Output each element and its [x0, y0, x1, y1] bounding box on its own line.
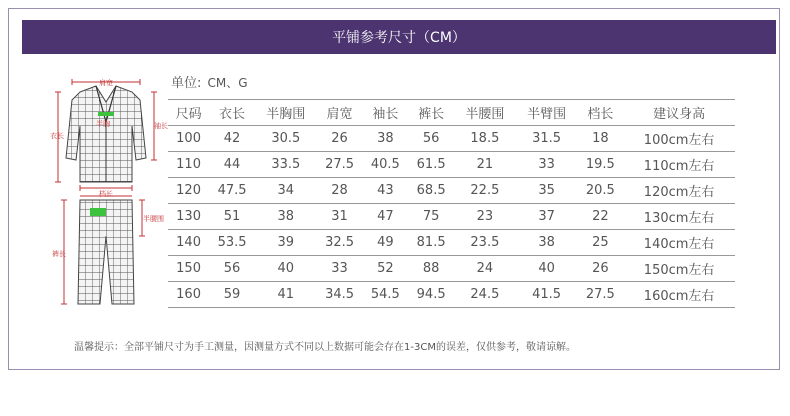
table-cell: 34.5 [317, 282, 363, 308]
suit-measurement-illustration [50, 76, 168, 314]
table-cell: 81.5 [408, 230, 454, 256]
table-row [168, 204, 735, 230]
table-cell: 41 [255, 282, 317, 308]
table-cell: 40.5 [362, 152, 408, 178]
table-cell: 27.5 [317, 152, 363, 178]
header-title: 平铺参考尺寸（CM） [332, 30, 466, 46]
table-row [168, 178, 735, 204]
table-cell: 39 [255, 230, 317, 256]
table-cell: 33 [317, 256, 363, 282]
label-pant-length: 裤长 [52, 250, 66, 258]
table-cell: 44 [209, 152, 255, 178]
table-cell: 40 [516, 256, 578, 282]
table-cell: 37 [516, 204, 578, 230]
table-cell: 18.5 [454, 126, 516, 152]
table-cell: 100 [168, 126, 209, 152]
size-table [168, 99, 735, 308]
table-cell: 54.5 [362, 282, 408, 308]
table-cell: 150 [168, 256, 209, 282]
table-cell: 22 [577, 204, 623, 230]
table-cell: 43 [362, 178, 408, 204]
column-header: 建议身高 [623, 100, 735, 126]
table-cell: 130cm左右 [623, 204, 735, 230]
table-cell: 47 [362, 204, 408, 230]
table-cell: 61.5 [408, 152, 454, 178]
table-cell: 110cm左右 [623, 152, 735, 178]
table-cell: 59 [209, 282, 255, 308]
trousers-figure [78, 200, 134, 304]
table-cell: 51 [209, 204, 255, 230]
table-row [168, 126, 735, 152]
label-sleeve: 袖长 [154, 122, 168, 130]
table-cell: 110 [168, 152, 209, 178]
table-cell: 120 [168, 178, 209, 204]
column-header: 肩宽 [317, 100, 363, 126]
table-cell: 40 [255, 256, 317, 282]
table-cell: 41.5 [516, 282, 578, 308]
table-cell: 38 [516, 230, 578, 256]
table-cell: 20.5 [577, 178, 623, 204]
table-row [168, 282, 735, 308]
table-cell: 33.5 [255, 152, 317, 178]
table-cell: 33 [516, 152, 578, 178]
column-header: 半臂围 [516, 100, 578, 126]
table-cell: 160cm左右 [623, 282, 735, 308]
table-cell: 25 [577, 230, 623, 256]
table-cell: 52 [362, 256, 408, 282]
table-body [168, 126, 735, 308]
label-hem: 档长 [99, 190, 113, 198]
label-bust: 半胸 [96, 120, 110, 128]
table-cell: 140cm左右 [623, 230, 735, 256]
table-cell: 27.5 [577, 282, 623, 308]
column-header: 尺码 [168, 100, 209, 126]
table-cell: 150cm左右 [623, 256, 735, 282]
table-cell: 140 [168, 230, 209, 256]
table-cell: 120cm左右 [623, 178, 735, 204]
table-cell: 22.5 [454, 178, 516, 204]
table-header-row [168, 100, 735, 126]
table-cell: 38 [255, 204, 317, 230]
table-cell: 26 [317, 126, 363, 152]
jacket-figure [66, 86, 146, 182]
table-cell: 26 [577, 256, 623, 282]
label-length: 衣长 [50, 132, 64, 140]
table-row [168, 230, 735, 256]
table-cell: 68.5 [408, 178, 454, 204]
table-cell: 21 [454, 152, 516, 178]
unit-label: 单位: [171, 76, 202, 91]
table-cell: 32.5 [317, 230, 363, 256]
table-cell: 24.5 [454, 282, 516, 308]
table-cell: 75 [408, 204, 454, 230]
table-row [168, 152, 735, 178]
table-cell: 24 [454, 256, 516, 282]
measurement-note: 温馨提示：全部平铺尺寸为手工测量，因测量方式不同以上数据可能会存在1-3CM的误差，仅供参考，敬请谅解。 [74, 342, 576, 353]
column-header: 半腰围 [454, 100, 516, 126]
column-header: 半胸围 [255, 100, 317, 126]
column-header: 袖长 [362, 100, 408, 126]
table-cell: 31 [317, 204, 363, 230]
table-cell: 100cm左右 [623, 126, 735, 152]
table-cell: 30.5 [255, 126, 317, 152]
table-cell: 18 [577, 126, 623, 152]
table-cell: 38 [362, 126, 408, 152]
unit-line [171, 72, 248, 91]
table-cell: 31.5 [516, 126, 578, 152]
table-cell: 34 [255, 178, 317, 204]
table-cell: 28 [317, 178, 363, 204]
table-cell: 47.5 [209, 178, 255, 204]
table-cell: 19.5 [577, 152, 623, 178]
table-row [168, 256, 735, 282]
column-header: 裤长 [408, 100, 454, 126]
table-cell: 56 [209, 256, 255, 282]
table-cell: 23 [454, 204, 516, 230]
table-cell: 160 [168, 282, 209, 308]
header-bar [22, 20, 776, 54]
table-cell: 42 [209, 126, 255, 152]
table-cell: 130 [168, 204, 209, 230]
table-cell: 88 [408, 256, 454, 282]
table-cell: 49 [362, 230, 408, 256]
table-cell: 23.5 [454, 230, 516, 256]
table-cell: 35 [516, 178, 578, 204]
table-cell: 53.5 [209, 230, 255, 256]
table-cell: 94.5 [408, 282, 454, 308]
label-shoulder: 肩宽 [99, 79, 113, 87]
unit-value: CM、G [207, 76, 248, 90]
column-header: 档长 [577, 100, 623, 126]
table-cell: 56 [408, 126, 454, 152]
label-waist: 半腰围 [143, 215, 164, 223]
column-header: 衣长 [209, 100, 255, 126]
